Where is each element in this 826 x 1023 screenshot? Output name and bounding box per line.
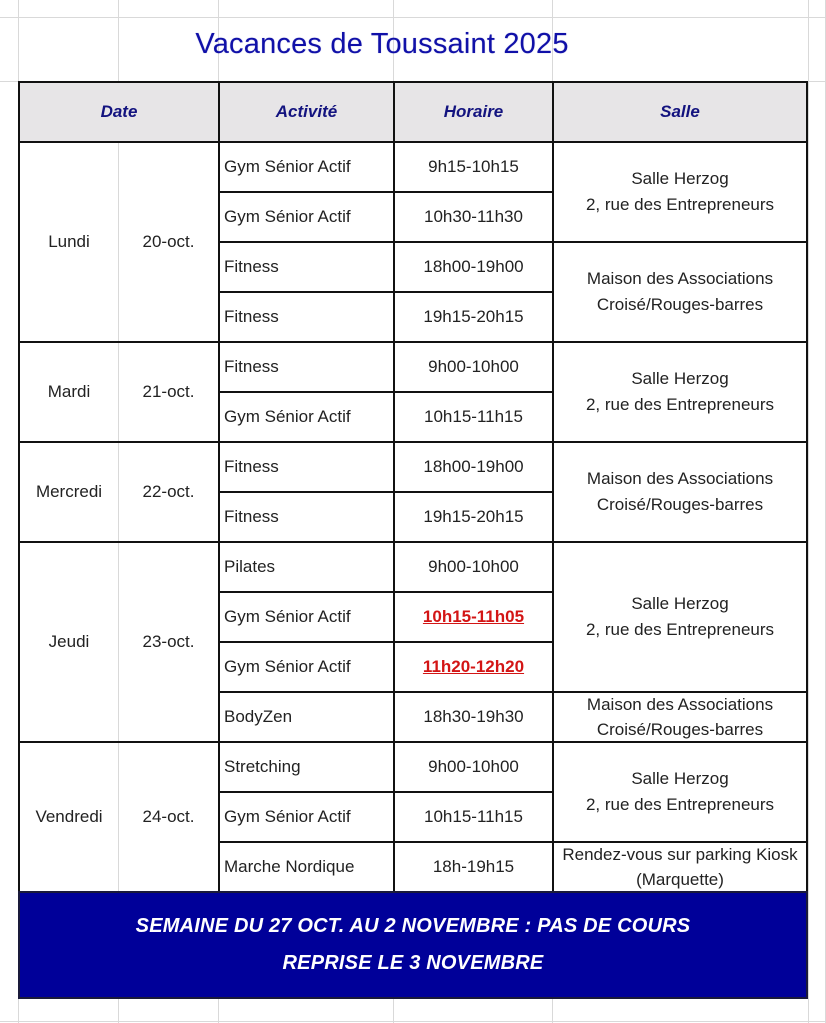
time-cell: 9h00-10h00: [393, 341, 554, 393]
room-name: Maison des Associations: [586, 469, 774, 488]
activity-cell: Stretching: [218, 741, 395, 793]
day-date: 24-oct.: [142, 807, 195, 826]
activity-cell: Fitness: [218, 441, 395, 493]
time-cell: 11h20-12h20: [393, 641, 554, 693]
day-name: Lundi: [20, 143, 119, 341]
closure-notice-banner: [18, 891, 808, 999]
time-cell: 10h30-11h30: [393, 191, 554, 243]
header-date: Date: [18, 81, 220, 143]
room-cell: [552, 541, 808, 693]
activity-cell: Fitness: [218, 291, 395, 343]
day-block: [18, 541, 220, 743]
activity-cell: Pilates: [218, 541, 395, 593]
room-cell: [552, 241, 808, 343]
activity-cell: Gym Sénior Actif: [218, 191, 395, 243]
room-name: Salle Herzog: [631, 769, 729, 788]
time-cell: 19h15-20h15: [393, 491, 554, 543]
time-cell: 9h00-10h00: [393, 741, 554, 793]
day-date: 23-oct.: [142, 632, 195, 651]
header-room: Salle: [552, 81, 808, 143]
day-name: Jeudi: [20, 543, 119, 741]
day-name: Vendredi: [20, 743, 119, 891]
activity-cell: Fitness: [218, 241, 395, 293]
room-address: Croisé/Rouges-barres: [596, 495, 764, 514]
time-cell: 18h00-19h00: [393, 441, 554, 493]
header-activity: Activité: [218, 81, 395, 143]
room-cell: [552, 141, 808, 243]
gridline: [808, 0, 809, 1023]
time-cell: 9h00-10h00: [393, 541, 554, 593]
activity-cell: Fitness: [218, 491, 395, 543]
day-date: 21-oct.: [142, 382, 195, 401]
room-address: 2, rue des Entrepreneurs: [585, 195, 775, 214]
room-address: Croisé/Rouges-barres: [596, 720, 764, 739]
room-address: (Marquette): [636, 870, 724, 889]
day-name: Mardi: [20, 343, 119, 441]
time-cell: 9h15-10h15: [393, 141, 554, 193]
room-address: Croisé/Rouges-barres: [596, 295, 764, 314]
day-name: Mercredi: [20, 443, 119, 541]
day-block: [18, 741, 220, 893]
activity-cell: BodyZen: [218, 691, 395, 743]
room-cell: [552, 691, 808, 743]
time-cell: 10h15-11h15: [393, 791, 554, 843]
activity-cell: Gym Sénior Actif: [218, 591, 395, 643]
room-cell: [552, 441, 808, 543]
room-name: Salle Herzog: [631, 369, 729, 388]
gridline: [0, 17, 826, 18]
room-address: 2, rue des Entrepreneurs: [585, 395, 775, 414]
time-cell: 10h15-11h15: [393, 391, 554, 443]
gridline: [0, 1021, 826, 1022]
room-cell: [552, 841, 808, 893]
resume-notice-line: REPRISE LE 3 NOVEMBRE: [282, 952, 544, 974]
room-name: Rendez-vous sur parking Kiosk: [562, 845, 798, 864]
day-block: [18, 441, 220, 543]
room-address: 2, rue des Entrepreneurs: [585, 620, 775, 639]
day-block: [18, 141, 220, 343]
closure-notice-line: SEMAINE DU 27 OCT. AU 2 NOVEMBRE : PAS DE COURS: [135, 915, 691, 937]
room-cell: [552, 341, 808, 443]
activity-cell: Gym Sénior Actif: [218, 391, 395, 443]
activity-cell: Gym Sénior Actif: [218, 791, 395, 843]
day-date: 22-oct.: [142, 482, 195, 501]
room-name: Salle Herzog: [631, 169, 729, 188]
time-cell: 19h15-20h15: [393, 291, 554, 343]
page-title: Vacances de Toussaint 2025: [195, 28, 569, 60]
activity-cell: Gym Sénior Actif: [218, 141, 395, 193]
time-cell: 18h30-19h30: [393, 691, 554, 743]
activity-cell: Gym Sénior Actif: [218, 641, 395, 693]
time-cell: 18h00-19h00: [393, 241, 554, 293]
header-time: Horaire: [393, 81, 554, 143]
room-name: Salle Herzog: [631, 594, 729, 613]
activity-cell: Fitness: [218, 341, 395, 393]
time-cell: 10h15-11h05: [393, 591, 554, 643]
time-cell: 18h-19h15: [393, 841, 554, 893]
room-name: Maison des Associations: [586, 695, 774, 714]
day-block: [18, 341, 220, 443]
activity-cell: Marche Nordique: [218, 841, 395, 893]
room-name: Maison des Associations: [586, 269, 774, 288]
room-address: 2, rue des Entrepreneurs: [585, 795, 775, 814]
day-date: 20-oct.: [142, 232, 195, 251]
room-cell: [552, 741, 808, 843]
